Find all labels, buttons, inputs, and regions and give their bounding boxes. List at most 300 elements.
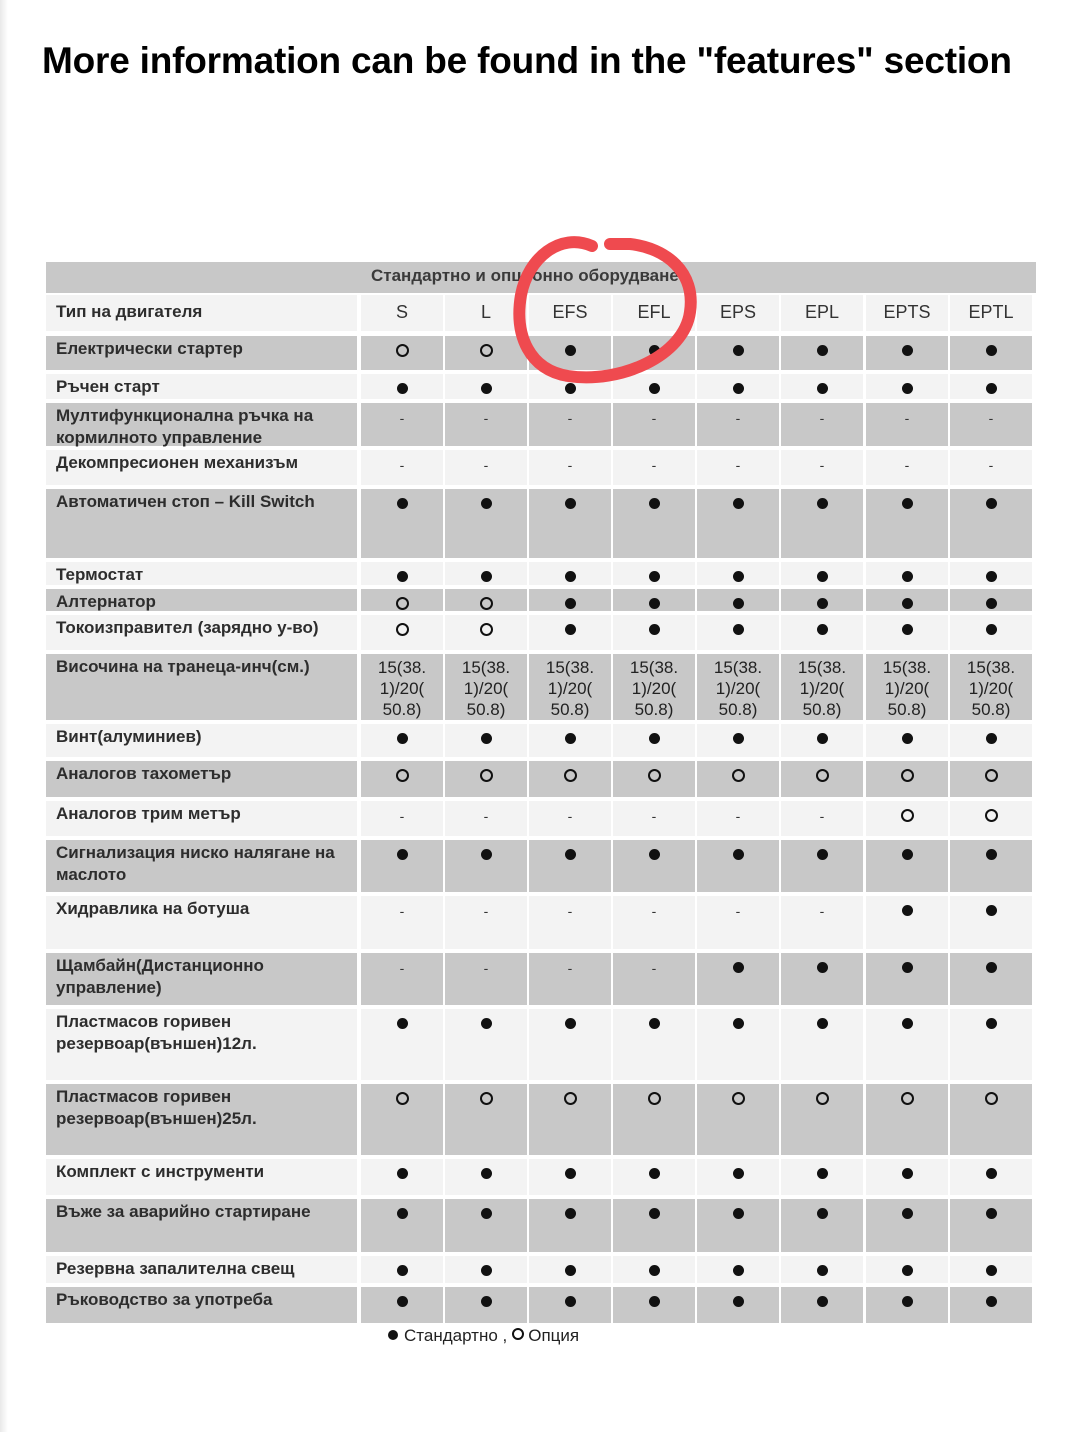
value-cell xyxy=(781,489,863,558)
value-cell xyxy=(781,953,863,1005)
option-circle-icon xyxy=(816,1092,829,1105)
standard-dot-icon xyxy=(649,1018,660,1029)
standard-dot-icon xyxy=(902,1168,913,1179)
value-cell xyxy=(697,1256,779,1283)
table-row xyxy=(46,401,1036,448)
row-label: Аналогов тахометър xyxy=(46,761,357,797)
value-cell xyxy=(866,450,948,485)
value-cell xyxy=(781,336,863,370)
table-row xyxy=(46,560,1036,587)
value-cell xyxy=(529,1199,611,1252)
value-cell xyxy=(781,1287,863,1323)
not-available-dash: - xyxy=(567,457,573,473)
value-cell xyxy=(950,654,1032,720)
option-circle-icon xyxy=(732,769,745,782)
table-row xyxy=(46,722,1036,759)
value-cell xyxy=(781,654,863,720)
value-cell xyxy=(613,896,695,949)
not-available-dash: - xyxy=(567,960,573,976)
not-available-dash: - xyxy=(819,410,825,426)
standard-dot-icon xyxy=(817,1265,828,1276)
value-cell xyxy=(361,896,443,949)
standard-dot-icon xyxy=(986,1018,997,1029)
value-cell xyxy=(613,589,695,611)
value-cell xyxy=(950,801,1032,836)
value-cell xyxy=(950,761,1032,797)
value-cell xyxy=(613,654,695,720)
standard-dot-icon xyxy=(817,1208,828,1219)
option-circle-icon xyxy=(396,769,409,782)
standard-dot-icon xyxy=(649,1208,660,1219)
value-cell xyxy=(361,336,443,370)
table-row xyxy=(46,894,1036,951)
legend-option-label: Опция xyxy=(528,1326,580,1345)
value-cell xyxy=(445,1256,527,1283)
standard-dot-icon xyxy=(733,498,744,509)
standard-dot-icon xyxy=(481,733,492,744)
value-cell xyxy=(950,1084,1032,1155)
standard-dot-icon xyxy=(986,1265,997,1276)
value-cell xyxy=(866,724,948,757)
value-cell xyxy=(781,1009,863,1080)
value-cell xyxy=(950,1256,1032,1283)
value-cell xyxy=(613,801,695,836)
standard-dot-icon xyxy=(986,962,997,973)
value-cell xyxy=(697,589,779,611)
header-label: Тип на двигателя xyxy=(46,295,357,331)
value-cell xyxy=(781,840,863,892)
standard-dot-icon xyxy=(986,733,997,744)
value-cell xyxy=(613,1009,695,1080)
value-cell xyxy=(781,562,863,585)
standard-dot-icon xyxy=(481,1208,492,1219)
standard-dot-icon xyxy=(565,624,576,635)
value-cell xyxy=(781,1159,863,1195)
value-cell xyxy=(613,840,695,892)
standard-dot-icon xyxy=(481,1018,492,1029)
standard-dot-icon xyxy=(733,1018,744,1029)
value-cell xyxy=(613,724,695,757)
value-cell xyxy=(950,840,1032,892)
value-cell xyxy=(529,615,611,650)
not-available-dash: - xyxy=(483,457,489,473)
standard-dot-icon xyxy=(902,624,913,635)
value-cell xyxy=(613,489,695,558)
standard-dot-icon xyxy=(817,962,828,973)
standard-dot-icon xyxy=(817,849,828,860)
value-cell xyxy=(866,1009,948,1080)
standard-dot-icon xyxy=(649,733,660,744)
value-cell xyxy=(697,654,779,720)
transom-height-value: 15(38. 1)/20( 50.8) xyxy=(882,658,932,719)
table-row xyxy=(46,613,1036,652)
column-header-efl: EFL xyxy=(613,295,695,331)
not-available-dash: - xyxy=(483,903,489,919)
table-row xyxy=(46,487,1036,560)
standard-dot-icon xyxy=(733,1296,744,1307)
value-cell xyxy=(866,1084,948,1155)
row-label: Мултифункционална ръчка на кормилното управление xyxy=(46,403,357,446)
table-header-row xyxy=(46,293,1036,333)
value-cell xyxy=(950,1009,1032,1080)
value-cell xyxy=(866,953,948,1005)
standard-dot-icon xyxy=(397,733,408,744)
value-cell xyxy=(781,896,863,949)
value-cell xyxy=(697,801,779,836)
table-row xyxy=(46,1082,1036,1157)
not-available-dash: - xyxy=(567,410,573,426)
value-cell xyxy=(950,403,1032,446)
value-cell xyxy=(697,403,779,446)
value-cell xyxy=(866,1199,948,1252)
not-available-dash: - xyxy=(483,808,489,824)
not-available-dash: - xyxy=(651,808,657,824)
standard-dot-icon xyxy=(986,905,997,916)
value-cell xyxy=(866,374,948,399)
value-cell xyxy=(361,374,443,399)
standard-dot-icon xyxy=(733,733,744,744)
standard-dot-icon xyxy=(397,1296,408,1307)
value-cell xyxy=(866,1256,948,1283)
standard-dot-icon xyxy=(649,624,660,635)
row-label: Ръководство за употреба xyxy=(46,1287,357,1323)
row-label: Пластмасов горивен резервоар(външен)25л. xyxy=(46,1084,357,1155)
table-row xyxy=(46,1197,1036,1254)
value-cell xyxy=(361,403,443,446)
standard-dot-icon xyxy=(397,1265,408,1276)
column-header-eptl: EPTL xyxy=(950,295,1032,331)
standard-dot-icon xyxy=(649,498,660,509)
value-cell xyxy=(529,403,611,446)
not-available-dash: - xyxy=(651,457,657,473)
standard-dot-icon xyxy=(986,1296,997,1307)
value-cell xyxy=(613,374,695,399)
row-label: Винт(алуминиев) xyxy=(46,724,357,757)
standard-dot-icon xyxy=(397,849,408,860)
standard-dot-icon xyxy=(902,598,913,609)
transom-height-value: 15(38. 1)/20( 50.8) xyxy=(713,658,763,719)
column-header-eps: EPS xyxy=(697,295,779,331)
value-cell xyxy=(361,1287,443,1323)
value-cell xyxy=(361,489,443,558)
value-cell xyxy=(445,953,527,1005)
value-cell xyxy=(529,896,611,949)
table-row xyxy=(46,759,1036,799)
value-cell xyxy=(529,1287,611,1323)
value-cell xyxy=(361,1009,443,1080)
standard-dot-icon xyxy=(902,1018,913,1029)
value-cell xyxy=(697,1287,779,1323)
column-header-efs: EFS xyxy=(529,295,611,331)
option-circle-icon xyxy=(985,809,998,822)
standard-dot-icon xyxy=(902,1265,913,1276)
option-circle-icon xyxy=(512,1328,524,1340)
value-cell xyxy=(866,403,948,446)
option-circle-icon xyxy=(985,1092,998,1105)
standard-dot-icon xyxy=(986,1208,997,1219)
value-cell xyxy=(445,1009,527,1080)
standard-dot-icon xyxy=(481,1168,492,1179)
value-cell xyxy=(529,589,611,611)
value-cell xyxy=(361,953,443,1005)
value-cell xyxy=(697,336,779,370)
standard-dot-icon xyxy=(649,598,660,609)
value-cell xyxy=(866,761,948,797)
value-cell xyxy=(361,840,443,892)
value-cell xyxy=(697,489,779,558)
value-cell xyxy=(613,1159,695,1195)
row-label: Височина на транеца-инч(см.) xyxy=(46,654,357,720)
value-cell xyxy=(950,1287,1032,1323)
standard-dot-icon xyxy=(902,849,913,860)
value-cell xyxy=(613,1287,695,1323)
column-header-s: S xyxy=(361,295,443,331)
value-cell xyxy=(613,450,695,485)
value-cell xyxy=(781,1256,863,1283)
standard-dot-icon xyxy=(733,1168,744,1179)
standard-dot-icon xyxy=(397,1208,408,1219)
table-row xyxy=(46,951,1036,1007)
not-available-dash: - xyxy=(399,808,405,824)
standard-dot-icon xyxy=(565,598,576,609)
option-circle-icon xyxy=(564,1092,577,1105)
row-label: Електрически стартер xyxy=(46,336,357,370)
value-cell xyxy=(445,403,527,446)
standard-dot-icon xyxy=(481,571,492,582)
value-cell xyxy=(361,450,443,485)
value-cell xyxy=(361,1084,443,1155)
column-header-epl: EPL xyxy=(781,295,863,331)
not-available-dash: - xyxy=(399,960,405,976)
row-label: Ръчен старт xyxy=(46,374,357,399)
value-cell xyxy=(866,489,948,558)
option-circle-icon xyxy=(564,769,577,782)
standard-dot-icon xyxy=(397,498,408,509)
value-cell xyxy=(866,615,948,650)
value-cell xyxy=(950,1199,1032,1252)
value-cell xyxy=(529,450,611,485)
table-title: Стандартно и опционно оборудване xyxy=(371,266,679,285)
option-circle-icon xyxy=(396,623,409,636)
table-row xyxy=(46,799,1036,838)
value-cell xyxy=(613,615,695,650)
standard-dot-icon xyxy=(986,498,997,509)
legend-standard-label: Стандартно , xyxy=(404,1326,508,1345)
not-available-dash: - xyxy=(651,960,657,976)
value-cell xyxy=(866,562,948,585)
value-cell xyxy=(697,724,779,757)
value-cell xyxy=(445,1159,527,1195)
standard-dot-icon xyxy=(986,345,997,356)
value-cell xyxy=(613,1256,695,1283)
value-cell xyxy=(361,589,443,611)
value-cell xyxy=(866,654,948,720)
standard-dot-icon xyxy=(481,498,492,509)
row-label: Хидравлика на ботуша xyxy=(46,896,357,949)
value-cell xyxy=(950,724,1032,757)
option-circle-icon xyxy=(648,769,661,782)
value-cell xyxy=(529,336,611,370)
row-label: Резервна запалителна свещ xyxy=(46,1256,357,1283)
standard-dot-icon xyxy=(817,345,828,356)
standard-dot-icon xyxy=(649,345,660,356)
not-available-dash: - xyxy=(904,410,910,426)
standard-dot-icon xyxy=(902,962,913,973)
not-available-dash: - xyxy=(735,808,741,824)
value-cell xyxy=(445,1287,527,1323)
standard-dot-icon xyxy=(733,383,744,394)
value-cell xyxy=(613,1084,695,1155)
value-cell xyxy=(361,724,443,757)
not-available-dash: - xyxy=(399,457,405,473)
not-available-dash: - xyxy=(819,903,825,919)
standard-dot-icon xyxy=(565,1168,576,1179)
value-cell xyxy=(529,840,611,892)
value-cell xyxy=(950,615,1032,650)
standard-dot-icon xyxy=(649,571,660,582)
standard-dot-icon xyxy=(817,1296,828,1307)
option-circle-icon xyxy=(480,1092,493,1105)
not-available-dash: - xyxy=(651,903,657,919)
standard-dot-icon xyxy=(902,383,913,394)
not-available-dash: - xyxy=(483,960,489,976)
value-cell xyxy=(529,724,611,757)
value-cell xyxy=(445,724,527,757)
row-label: Комплект с инструменти xyxy=(46,1159,357,1195)
standard-dot-icon xyxy=(986,624,997,635)
not-available-dash: - xyxy=(904,457,910,473)
value-cell xyxy=(866,336,948,370)
value-cell xyxy=(781,589,863,611)
option-circle-icon xyxy=(396,344,409,357)
standard-dot-icon xyxy=(986,598,997,609)
table-row xyxy=(46,372,1036,401)
option-circle-icon xyxy=(648,1092,661,1105)
row-label: Щамбайн(Дистанционно управление) xyxy=(46,953,357,1005)
value-cell xyxy=(950,562,1032,585)
value-cell xyxy=(697,896,779,949)
page-heading: More information can be found in the "features" section xyxy=(42,40,1012,81)
row-label: Сигнализация ниско налягане на маслото xyxy=(46,840,357,892)
page-left-edge xyxy=(0,0,8,1432)
value-cell xyxy=(781,615,863,650)
table-row xyxy=(46,587,1036,613)
value-cell xyxy=(950,589,1032,611)
value-cell xyxy=(613,1199,695,1252)
value-cell xyxy=(361,562,443,585)
table-row xyxy=(46,1254,1036,1285)
value-cell xyxy=(866,840,948,892)
standard-dot-icon xyxy=(481,383,492,394)
value-cell xyxy=(529,953,611,1005)
not-available-dash: - xyxy=(988,457,994,473)
option-circle-icon xyxy=(396,597,409,610)
value-cell xyxy=(781,1199,863,1252)
standard-dot-icon xyxy=(565,1208,576,1219)
standard-dot-icon xyxy=(397,383,408,394)
value-cell xyxy=(781,761,863,797)
value-cell xyxy=(697,840,779,892)
value-cell xyxy=(950,450,1032,485)
value-cell xyxy=(361,1159,443,1195)
value-cell xyxy=(361,654,443,720)
standard-dot-icon xyxy=(986,849,997,860)
value-cell xyxy=(950,489,1032,558)
value-cell xyxy=(697,374,779,399)
value-cell xyxy=(697,761,779,797)
value-cell xyxy=(361,1199,443,1252)
transom-height-value: 15(38. 1)/20( 50.8) xyxy=(377,658,427,719)
value-cell xyxy=(529,1084,611,1155)
value-cell xyxy=(529,562,611,585)
standard-dot-icon xyxy=(817,598,828,609)
standard-dot-icon xyxy=(649,1168,660,1179)
standard-dot-icon xyxy=(817,571,828,582)
standard-dot-icon xyxy=(565,733,576,744)
standard-dot-icon xyxy=(565,571,576,582)
standard-dot-icon xyxy=(986,571,997,582)
value-cell xyxy=(529,374,611,399)
standard-dot-icon xyxy=(902,905,913,916)
value-cell xyxy=(950,374,1032,399)
equipment-table xyxy=(46,262,1036,1328)
value-cell xyxy=(613,953,695,1005)
standard-dot-icon xyxy=(733,598,744,609)
standard-dot-icon xyxy=(565,849,576,860)
value-cell xyxy=(866,896,948,949)
transom-height-value: 15(38. 1)/20( 50.8) xyxy=(629,658,679,719)
value-cell xyxy=(529,761,611,797)
standard-dot-icon xyxy=(733,571,744,582)
option-circle-icon xyxy=(732,1092,745,1105)
standard-dot-icon xyxy=(481,1265,492,1276)
value-cell xyxy=(950,953,1032,1005)
value-cell xyxy=(697,615,779,650)
value-cell xyxy=(866,589,948,611)
value-cell xyxy=(866,801,948,836)
option-circle-icon xyxy=(480,597,493,610)
table-row xyxy=(46,1157,1036,1197)
table-row xyxy=(46,652,1036,722)
value-cell xyxy=(613,403,695,446)
value-cell xyxy=(445,489,527,558)
standard-dot-icon xyxy=(902,1208,913,1219)
standard-dot-icon xyxy=(397,1168,408,1179)
option-circle-icon xyxy=(901,1092,914,1105)
transom-height-value: 15(38. 1)/20( 50.8) xyxy=(797,658,847,719)
standard-dot-icon xyxy=(817,733,828,744)
table-row xyxy=(46,1007,1036,1082)
value-cell xyxy=(445,374,527,399)
not-available-dash: - xyxy=(988,410,994,426)
value-cell xyxy=(529,654,611,720)
value-cell xyxy=(950,336,1032,370)
table-row xyxy=(46,838,1036,894)
standard-dot-icon xyxy=(733,849,744,860)
standard-dot-icon xyxy=(733,962,744,973)
value-cell xyxy=(781,403,863,446)
not-available-dash: - xyxy=(483,410,489,426)
value-cell xyxy=(445,1084,527,1155)
value-cell xyxy=(529,1159,611,1195)
value-cell xyxy=(445,896,527,949)
value-cell xyxy=(445,801,527,836)
value-cell xyxy=(445,615,527,650)
standard-dot-icon xyxy=(817,1018,828,1029)
value-cell xyxy=(445,761,527,797)
standard-dot-icon xyxy=(817,624,828,635)
row-label: Декомпресионен механизъм xyxy=(46,450,357,485)
